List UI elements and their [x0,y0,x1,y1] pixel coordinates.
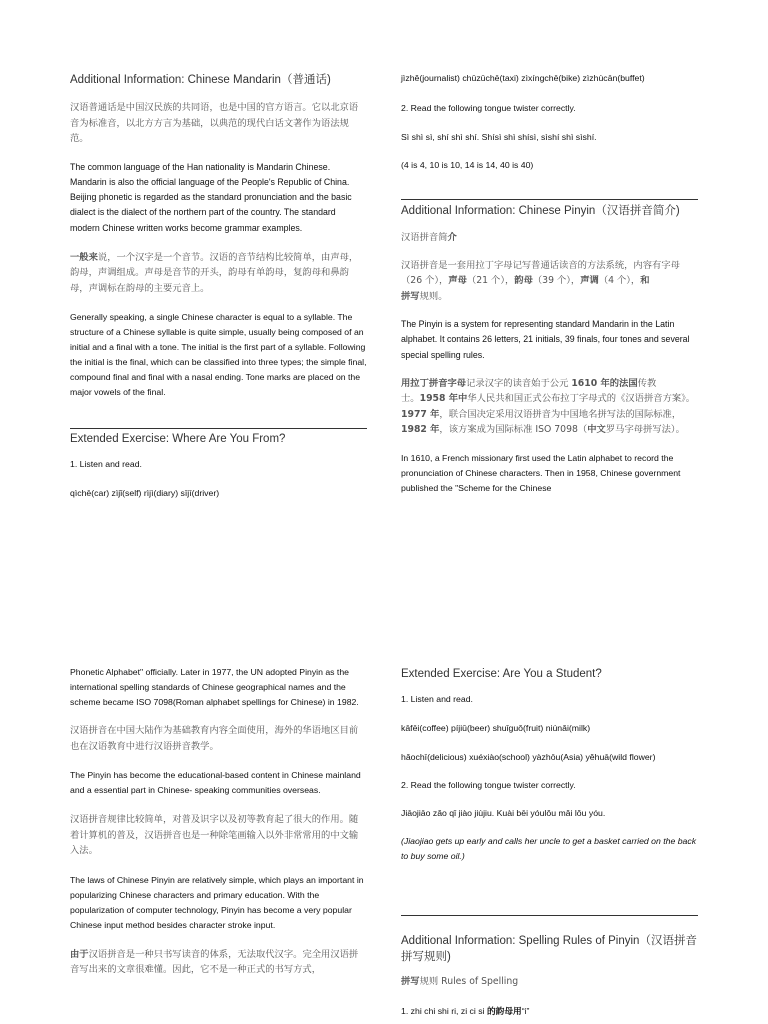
left-exercise-block [70,431,367,501]
history-cn-text: 记录汉字的读音始于公元 [466,377,572,389]
bold-text: 一般来 [70,251,98,263]
pinyin-cn-text: （39 个）， [532,275,581,286]
bold-text: 韵母 [514,275,533,286]
paragraph-writing-cn [70,947,367,978]
paragraph-education-cn: 汉语拼音在中国大陆作为基础教育内容全面使用，海外的华语地区目前也在汉语教育中进行汉语拼音教学。 [70,725,359,752]
paragraph-mandarin-en: The common language of the Han nationality is Mandarin Chinese. Mandarin is also the official language of the People's Republic of China. Beijing phonetic is regarded as the standard pronunciation and the basic dialect is the dialect of the northern part of the country. The standard modern Chinese written works become grammar examples. [70,161,352,233]
subheading-text: 汉语拼音简 [401,232,448,243]
left-top-column [70,72,367,400]
heading-spelling-rules: Additional Information: Spelling Rules of Pinyin（汉语拼音拼写规则) [401,935,697,963]
paragraph-phonetic-en: Phonetic Alphabet" officially. Later in 1977, the UN adopted Pinyin as the international spelling standards of Chinese geographical names and the scheme became ISO 7098(Roman alphabet spellings for Chinese) in 1982. [70,667,359,707]
exercise-words: hǎochī(delicious) xuéxiào(school) yàzhōu(Asia) yěhuā(wild flower) [401,752,656,762]
history-cn-text: 士。 [401,393,420,405]
paragraph-rules-en: The laws of Chinese Pinyin are relatively simple, which plays an important in popularizing Chinese characters and primary education. With the popularization of computer technology, Pinyin has become a very popular Chinese input method besides character stroke input. [70,874,364,930]
bold-text: 拼写 [401,290,420,302]
tongue-twister: Sì shì sì, shí shì shí. Shísì shì shísì, sìshí shì sìshí. [401,132,597,142]
writing-cn-text: 汉语拼音是一种只书写读音的体系，无法取代汉字。完全用汉语拼音写出来的文章很难懂。因此，它不是一种正式的书写方式， [70,948,359,975]
spelling-rule-1 [401,1004,698,1019]
subheading-text: 规则 Rules of Spelling [419,976,519,987]
left-bottom-column [70,665,367,978]
bold-text: 和 [640,275,650,286]
paragraph-history-en: In 1610, a French missionary first used the Latin alphabet to record the pronunciation of Chinese characters. Then in 1958, Chinese government published the "Scheme for the Chinese [401,452,681,493]
bold-text: 1982 年 [401,424,440,436]
section-divider [401,915,698,916]
exercise-words: kāfēi(coffee) píjiǔ(beer) shuǐguǒ(fruit) niúnǎi(milk) [401,723,591,733]
pinyin-cn-text: （21 个）， [466,275,515,286]
pinyin-cn-text: 汉语拼音是一套用拉丁字母记写普通话读音的方法系统，内容有字母（26 个）， [401,259,680,286]
exercise-instruction: 1. Listen and read. [70,459,142,469]
history-cn-text: 华人民共和国正式公布拉丁字母式的《汉语拼音方案》。 [467,393,696,405]
paragraph-syllable-en: Generally speaking, a single Chinese character is equal to a syllable. The structure of a Chinese syllable is quite simple, usually being composed of an initial and a final with a tone. The initial is the first part of a syllable. Following the initial is the final, which can be classified into three types; the simple final, compound final and final with a nasal ending. Tone marks are placed on the major vowels of the final. [70,312,367,398]
bold-text: 介 [447,232,457,243]
tongue-twister-translation [401,834,698,864]
bold-text: 声调 [580,275,599,286]
paragraph-history-cn [401,376,698,438]
history-cn-text: 传教 [637,377,657,389]
rule-text: 1. zhi chi shi ri, zi ci si [401,1005,487,1016]
exercise-instruction: 2. Read the following tongue twister correctly. [401,103,576,113]
bold-text: 声母 [448,275,467,286]
bold-text: 1610 年的法国 [571,377,638,389]
paragraph-rules-cn: 汉语拼音规律比较简单，对普及识字以及初等教育起了很大的作用。随着计算机的普及，汉语拼音也是一种除笔画输入以外非常常用的中文输入法。 [70,814,359,856]
pinyin-cn-text: 规则。 [419,290,448,302]
subheading-pinyin-intro [401,230,698,246]
history-cn-text: ，联合国决定采用汉语拼音为中国地名拼写法的国际标准， [439,408,682,420]
heading-are-you-a-student: Extended Exercise: Are You a Student? [401,668,602,680]
syllable-cn-text: 说，一个汉字是一个音节。汉语的音节结构比较简单，由声母，韵母，声调组成。声母是音节的开头，韵母有单韵母，复韵母和鼻韵母，声调标在韵母的主要元音上。 [70,251,359,294]
right-top-column [401,71,698,173]
exercise-words: jìzhě(journalist) chūzūchē(taxi) zìxíngchē(bike) zìzhùcān(buffet) [401,73,645,83]
bold-text: 拼写 [401,976,420,987]
italic-text: (Jiaojiao gets up early and calls her uncle to get a basket carried on the back to buy some oil.) [401,836,697,861]
heading-chinese-mandarin: Additional Information: Chinese Mandarin（普通话) [70,74,331,86]
paragraph-syllable-cn [70,250,367,297]
exercise-instruction: 1. Listen and read. [401,694,473,704]
heading-chinese-pinyin: Additional Information: Chinese Pinyin（汉语拼音简介) [401,205,680,217]
paragraph-pinyin-cn [401,258,698,305]
paragraph-mandarin-cn: 汉语普通话是中国汉民族的共同语，也是中国的官方语言。它以北京语音为标准音，以北方方言为基础，以典范的现代白话文著作为语法规范。 [70,102,359,144]
paragraph-pinyin-en: The Pinyin is a system for representing standard Mandarin in the Latin alphabet. It contains 26 letters, 21 initials, 39 finals, four tones and several special spelling rules. [401,319,690,360]
section-divider [401,199,698,200]
bold-text: 1977 年 [401,408,440,420]
heading-where-are-you-from: Extended Exercise: Where Are You From? [70,433,286,445]
bold-text: 用拉丁拼音字母 [401,377,467,389]
tongue-twister: Jiāojiāo zǎo qǐ jiào jiùjiu. Kuài bēi yóulǒu mǎi lǒu yóu. [401,808,606,818]
history-cn-text: 罗马字母拼写法）。 [605,424,685,436]
right-pinyin-block [401,203,698,496]
exercise-words: qìchē(car) zìjǐ(self) rìjì(diary) sījī(driver) [70,488,220,498]
bold-text: 的韵母用 [486,1005,522,1016]
tongue-twister-translation: (4 is 4, 10 is 10, 14 is 14, 40 is 40) [401,160,534,170]
bold-text: 1958 年中 [419,393,468,405]
right-bottom-column [401,666,698,864]
bold-text: 中文 [587,424,606,436]
subheading-rules-of-spelling [401,974,698,990]
rule-text: “i” [521,1005,530,1016]
right-spelling-block [401,933,698,1019]
history-cn-text: ，该方案成为国际标准 ISO 7098（ [439,424,588,436]
pinyin-cn-text: （4 个）， [598,275,641,286]
exercise-instruction: 2. Read the following tongue twister correctly. [401,780,576,790]
bold-text: 由于 [70,948,89,960]
paragraph-education-en: The Pinyin has become the educational-based content in Chinese mainland and a essential part in Chinese- speaking communities overseas. [70,770,361,795]
section-divider [70,428,367,429]
